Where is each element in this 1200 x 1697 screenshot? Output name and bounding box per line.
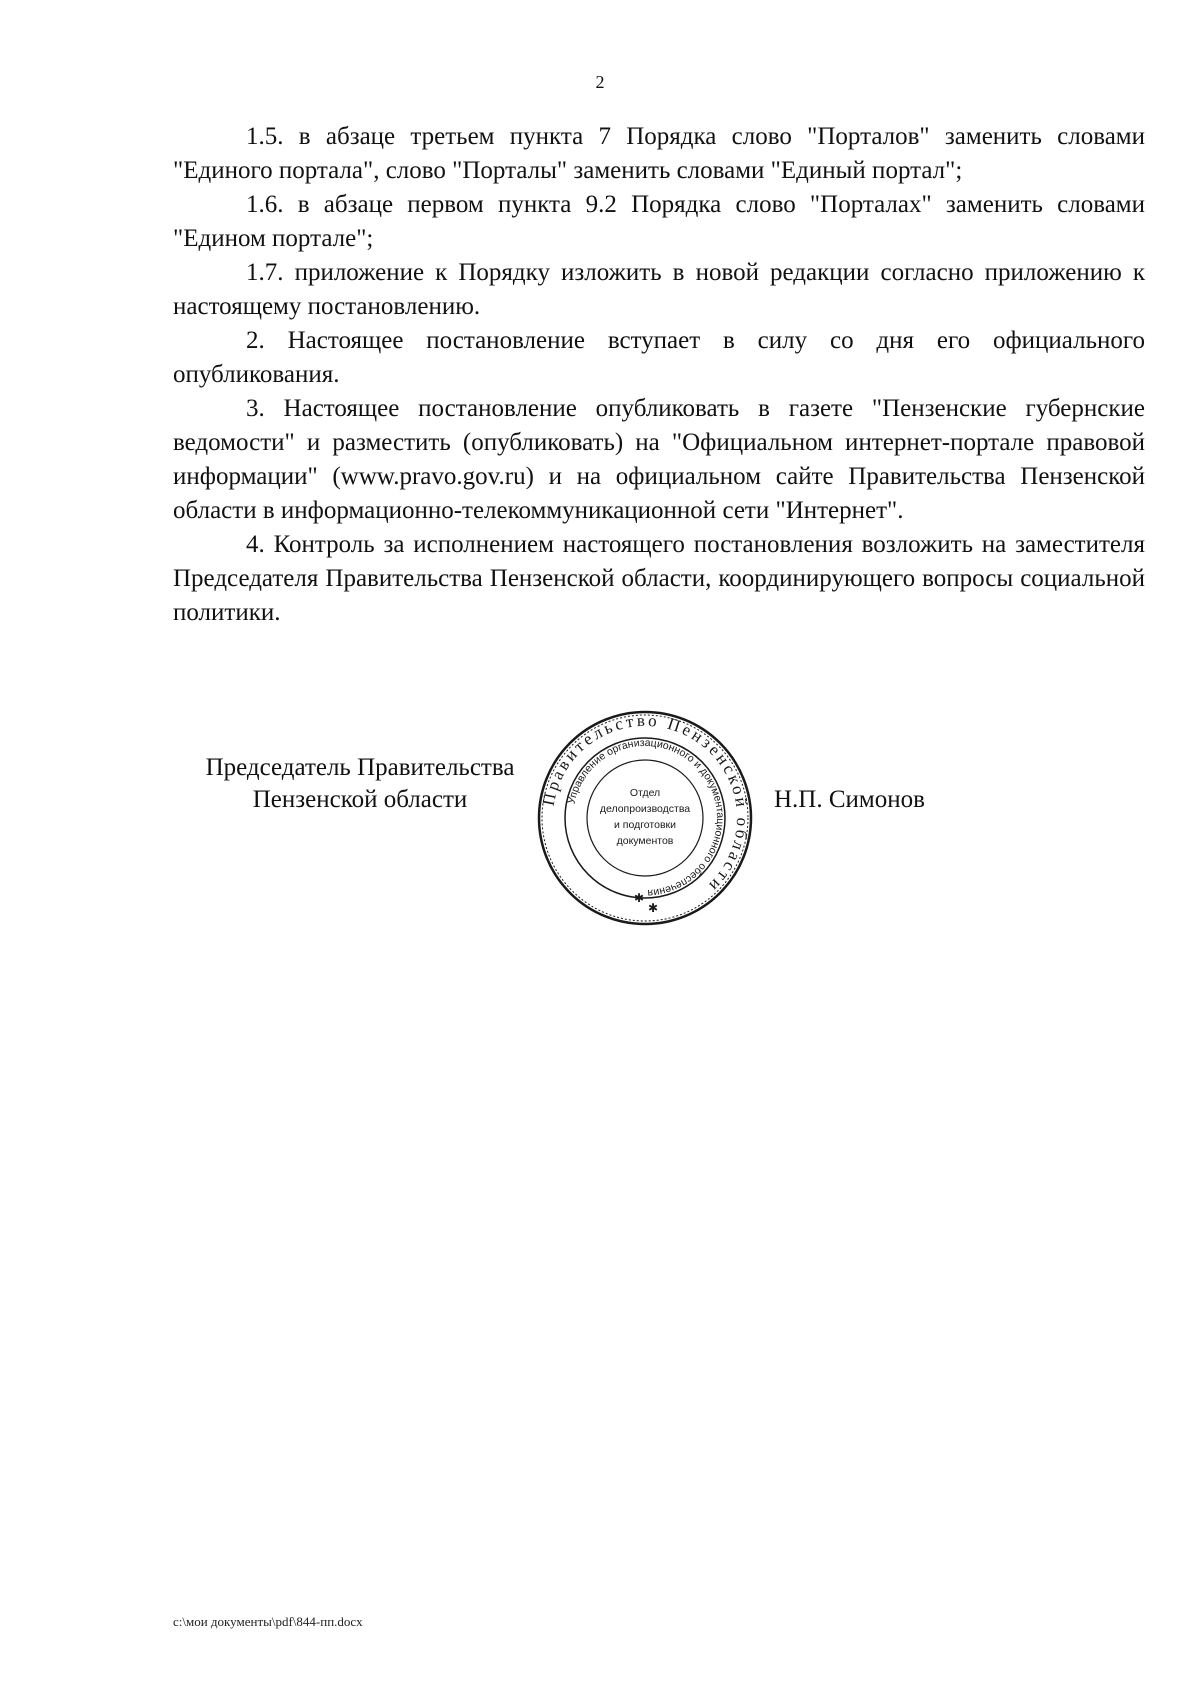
- page-number: 2: [595, 72, 605, 92]
- paragraph-1-6: 1.6. в абзаце первом пункта 9.2 Порядка слово "Порталах" заменить словами "Едином портале";: [173, 191, 1145, 252]
- document-body: [173, 120, 1145, 630]
- seal-center-line2: делопроизводства: [599, 803, 691, 815]
- signatory-title-line1: Председатель Правительства: [205, 754, 515, 781]
- paragraph-1-7: 1.7. приложение к Порядку изложить в новой редакции согласно приложению к настоящему постановлению.: [173, 259, 1145, 320]
- signatory-title-line2: Пензенской области: [252, 786, 468, 813]
- seal-center-line1: Отдел: [629, 787, 661, 799]
- paragraph-4: 4. Контроль за исполнением настоящего постановления возложить на заместителя Председателя Правительства Пензенской области, координирующего вопросы социальной политики.: [173, 531, 1145, 626]
- seal-center-line3: и подготовки: [614, 819, 676, 831]
- seal-center-line4: документов: [616, 835, 674, 847]
- seal-middle-text: Управление организационного и документационного обеспечения: [565, 736, 727, 899]
- official-seal: [535, 708, 755, 928]
- seal-graphic: [535, 708, 755, 928]
- footer-file-path: c:\мои документы\pdf\844-пп.docx: [173, 1614, 363, 1629]
- signatory-title: [180, 752, 540, 816]
- seal-inner-border: [587, 760, 703, 876]
- paragraph-3: 3. Настоящее постановление опубликовать в газете "Пензенские губернские ведомости" и разместить (опубликовать) на "Официальном интернет-портале правовой информации" (www.pravo.gov.ru) и на официальном сайте Правительства Пензенской области в информационно-телекоммуникационной сети "Интернет".: [173, 395, 1145, 524]
- seal-star-right-icon: ✱: [647, 901, 659, 915]
- signatory-name: Н.П. Симонов: [774, 786, 925, 813]
- seal-outer-text: Правительство Пензенской области: [538, 710, 753, 898]
- paragraph-1-5: 1.5. в абзаце третьем пункта 7 Порядка слово "Порталов" заменить словами "Единого портала", слово "Порталы" заменить словами "Единый портал";: [173, 123, 1145, 184]
- paragraph-2: 2. Настоящее постановление вступает в силу со дня его официального опубликования.: [173, 327, 1145, 388]
- seal-star-left-icon: ✱: [633, 891, 645, 905]
